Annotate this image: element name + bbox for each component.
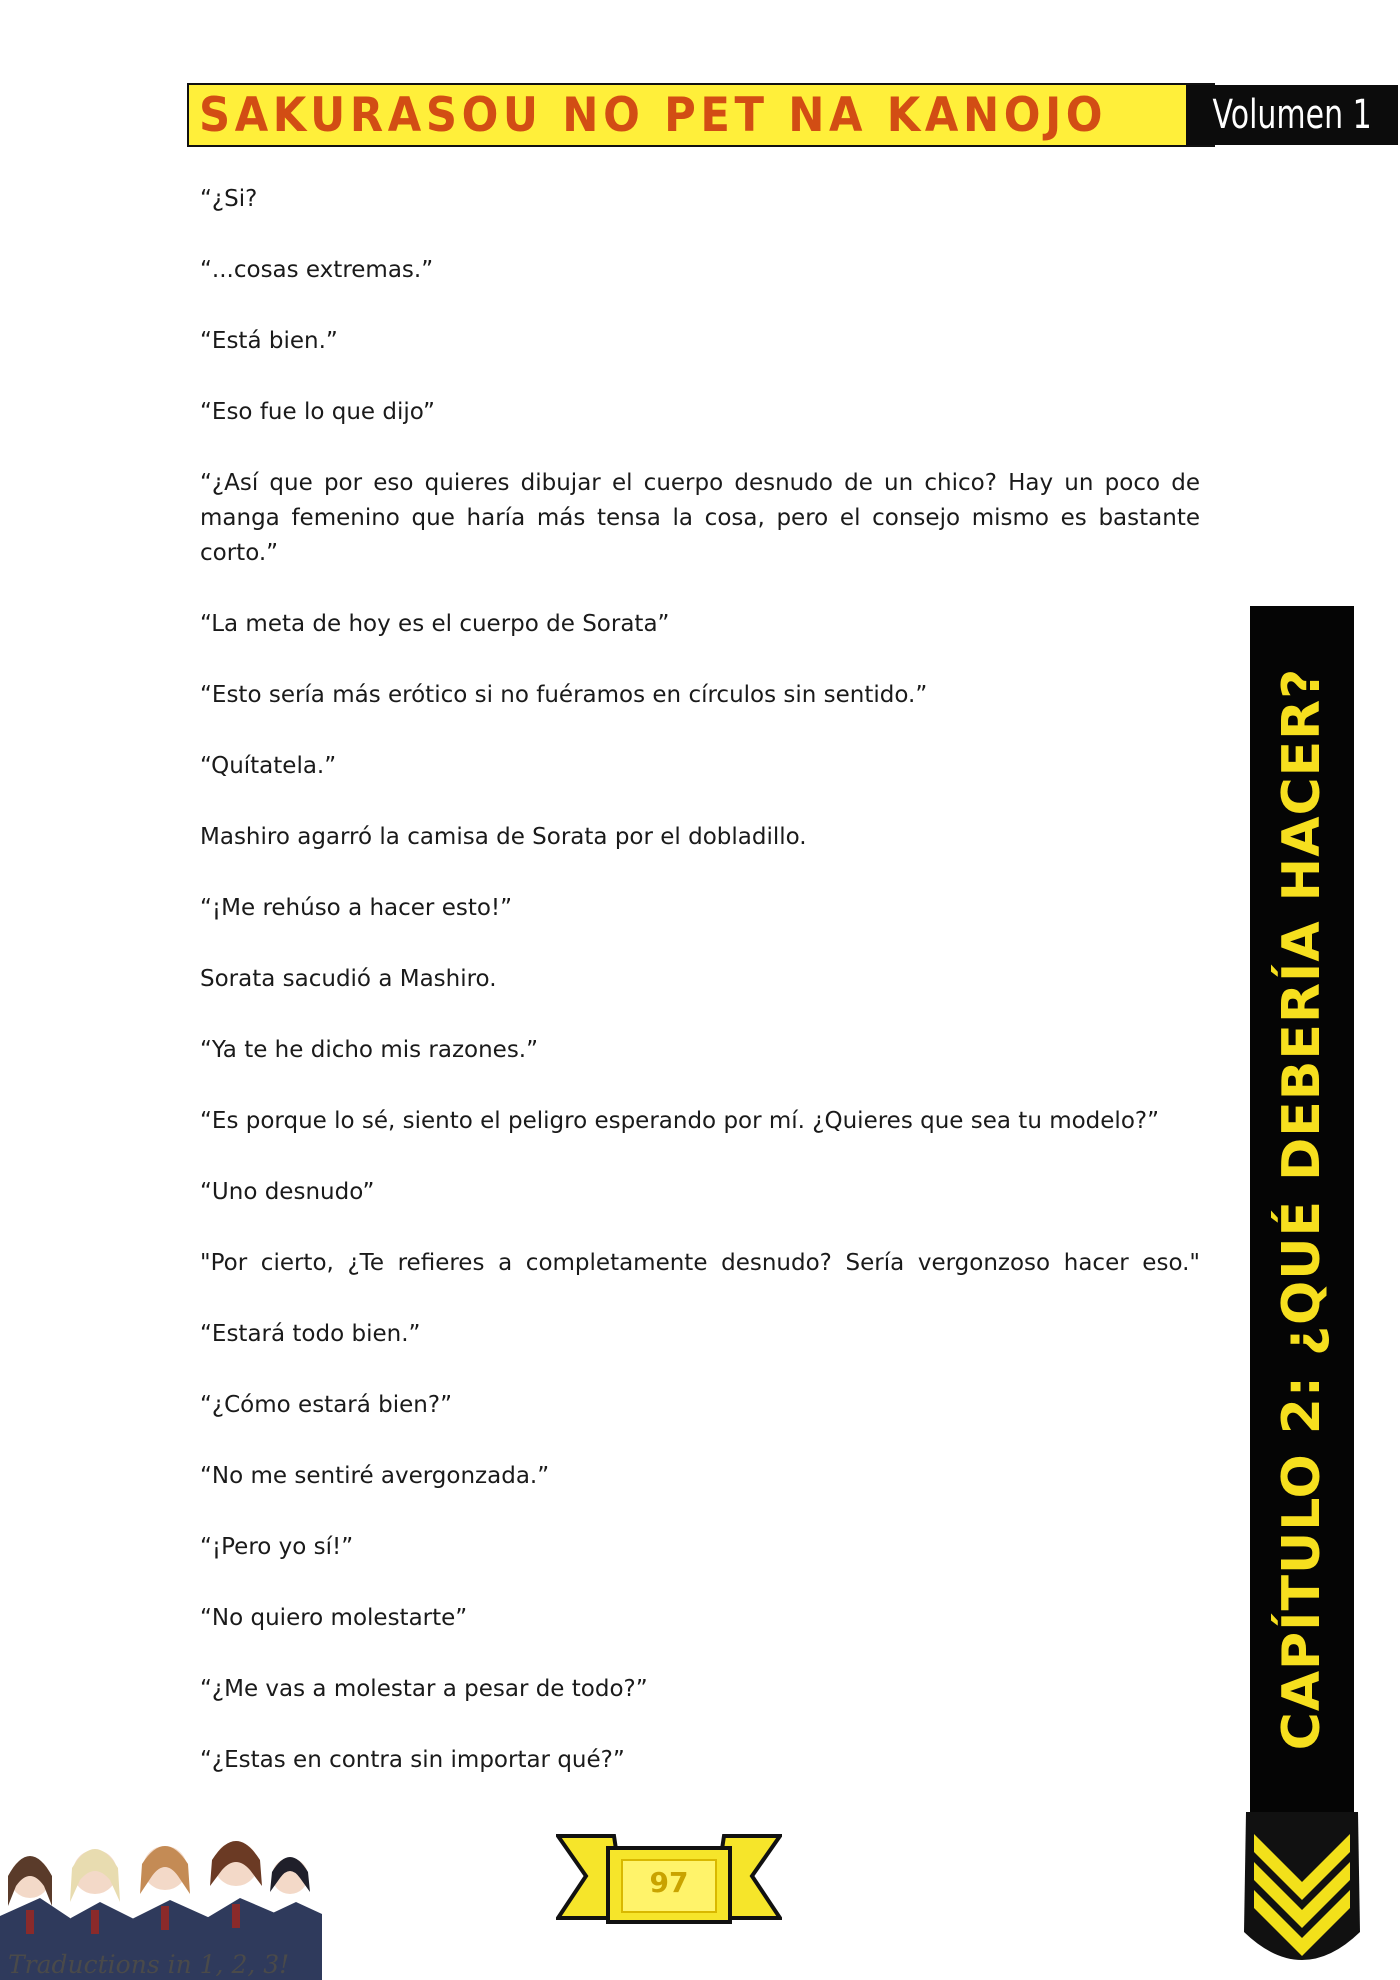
paragraph: “¡Pero yo sí!” bbox=[200, 1534, 354, 1560]
paragraph: “Esto sería más erótico si no fuéramos en círculos sin sentido.” bbox=[200, 682, 928, 708]
paragraph: “¿Si? bbox=[200, 186, 258, 212]
paragraph: “Quítatela.” bbox=[200, 753, 337, 779]
paragraph: “La meta de hoy es el cuerpo de Sorata” bbox=[200, 611, 670, 637]
paragraph: “Está bien.” bbox=[200, 328, 338, 354]
credit-text: Traductions in 1, 2, 3! bbox=[8, 1950, 290, 1979]
chevron-down-icon bbox=[1238, 1812, 1366, 1980]
paragraph: “...cosas extremas.” bbox=[200, 257, 434, 283]
chapter-title: CAPÍTULO 2: ¿QUÉ DEBERÍA HACER? bbox=[1272, 667, 1332, 1751]
paragraph: “¿Estas en contra sin importar qué?” bbox=[200, 1747, 625, 1773]
paragraph: “Ya te he dicho mis razones.” bbox=[200, 1037, 539, 1063]
volume-box bbox=[1186, 85, 1398, 145]
header-banner bbox=[187, 83, 1372, 147]
series-title-box bbox=[189, 85, 1186, 145]
volume-label: Volumen 1 bbox=[1212, 92, 1372, 138]
series-title: SAKURASOU NO PET NA KANOJO bbox=[199, 87, 1108, 143]
page-body bbox=[200, 182, 1200, 1814]
page-number: 97 bbox=[649, 1866, 689, 1899]
paragraph: “¿Me vas a molestar a pesar de todo?” bbox=[200, 1676, 648, 1702]
paragraph: “Uno desnudo” bbox=[200, 1179, 375, 1205]
paragraph: Sorata sacudió a Mashiro. bbox=[200, 966, 497, 992]
paragraph: “¡Me rehúso a hacer esto!” bbox=[200, 895, 513, 921]
paragraph: “No quiero molestarte” bbox=[200, 1605, 468, 1631]
paragraph: “No me sentiré avergonzada.” bbox=[200, 1463, 550, 1489]
paragraph: Mashiro agarró la camisa de Sorata por el dobladillo. bbox=[200, 824, 807, 850]
paragraph: “Es porque lo sé, siento el peligro esperando por mí. ¿Quieres que sea tu modelo?” bbox=[200, 1108, 1160, 1134]
paragraph: “Estará todo bien.” bbox=[200, 1321, 421, 1347]
paragraph: "Por cierto, ¿Te refieres a completamente desnudo? Sería vergonzoso hacer eso." bbox=[200, 1250, 1200, 1276]
chapter-tab bbox=[1250, 606, 1354, 1812]
paragraph: “¿Cómo estará bien?” bbox=[200, 1392, 452, 1418]
paragraph: “Eso fue lo que dijo” bbox=[200, 399, 435, 425]
paragraph: “¿Así que por eso quieres dibujar el cuerpo desnudo de un chico? Hay un poco de manga femenino que haría más tensa la cosa, pero el consejo mismo es bastante corto.” bbox=[200, 470, 1200, 566]
